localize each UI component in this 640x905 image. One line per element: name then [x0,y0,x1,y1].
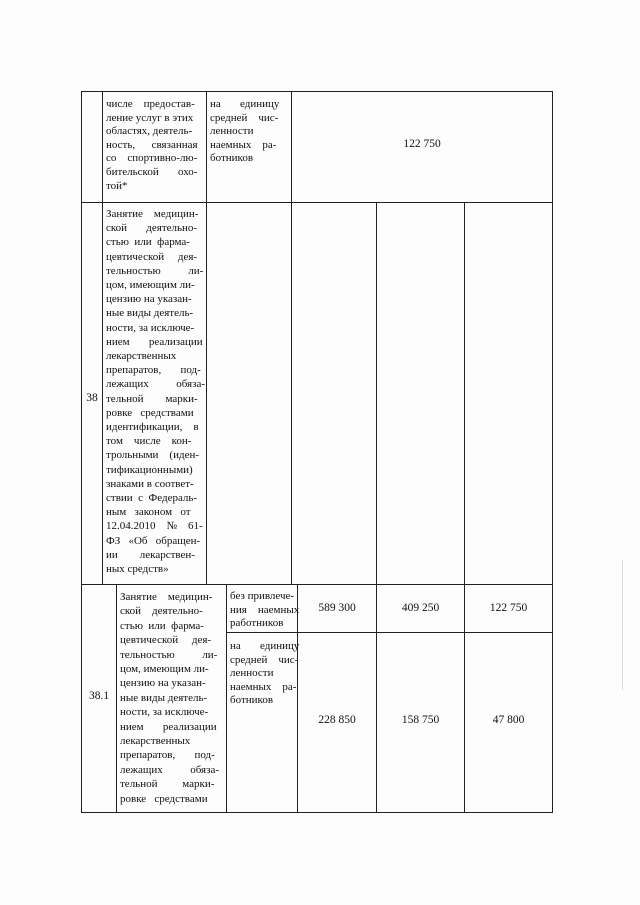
row-top-unit-line: ботников [210,152,254,165]
row-38-activity-line: тельностью ли- [106,264,204,277]
row-38-activity-line: 12.04.2010 № 61- [106,520,203,533]
row-38-activity-line: трольными (иден- [106,449,200,462]
row-38-1-activity-line: нием реализации [120,720,217,733]
row-top-unit-line: на единицу [210,98,280,110]
row-38-activity-line: ской деятельно- [106,222,198,235]
row-38-1-sub-b-unit-line: наемных ра- [230,680,297,693]
col-divider-value-2-38-1 [464,584,465,813]
row-38-number: 38 [86,392,98,404]
row-top-activity-line: бительской охо- [106,166,198,178]
row-divider-38 [81,202,553,203]
row-38-activity-line: ФЗ «Об обращен- [106,534,201,547]
row-38-activity-line: тификационными) [106,463,193,476]
row-38-1-activity-line: тельной марки- [120,778,215,791]
table-bottom-border [81,812,553,813]
row-38-1-activity-line: ности, за исключе- [120,706,209,719]
row-38-1-activity-line: цензию на указан- [120,677,206,690]
row-top-activity-line: той* [106,179,128,192]
row-38-activity-line: стью или фарма- [106,236,190,249]
row-38-1-sub-b-unit-line: средней чис- [230,653,299,666]
col-divider-number [102,91,103,584]
row-38-1-sub-b-unit-line: ботников [230,694,274,707]
row-38-1-sub-a-value-1: 589 300 [318,602,356,614]
row-38-1-activity-line: ные виды деятель- [120,691,208,704]
col-divider-unit-38-1 [297,584,298,813]
row-top-activity-line: областях, деятель- [106,125,193,138]
row-38-activity-line: ствии с Федераль- [106,492,198,504]
row-38-1-activity-line: ровке средствами [120,792,208,805]
table-left-border [81,91,82,813]
row-38-activity-line: нием реализации [106,335,203,348]
row-38-activity-line: препаратов, под- [106,364,201,377]
row-38-1-sub-a-value-3: 122 750 [489,602,528,614]
col-divider-value-1-38-1 [376,584,377,813]
row-38-activity-line: ровке средствами [106,406,194,419]
row-top-activity-line: со спортивно-лю- [106,152,198,165]
row-38-1-activity-line: лежащих обяза- [120,763,219,776]
col-divider-activity-38-1 [226,584,227,813]
row-38-1-sub-a-unit-line: ния наемных [230,603,300,616]
table-right-border [552,91,553,813]
row-38-1-activity-line: лекарственных [120,735,191,747]
row-divider-38-1 [81,584,553,585]
row-38-1-activity-line: цом, имеющим ли- [120,663,209,675]
row-38-activity-line: лежащих обяза- [106,378,205,391]
row-38-activity-line: цом, имеющим ли- [106,279,195,291]
row-38-1-sub-a-unit-line: работников [230,617,284,630]
row-38-activity-line: лекарственных [106,350,177,362]
table-top-border [81,91,553,92]
row-38-1-sub-a-value-2: 409 250 [401,602,440,614]
row-38-activity-line: ности, за исключе- [106,321,195,334]
row-38-1-sub-b-value-1: 228 850 [318,714,356,726]
row-38-activity-line: цевтической дея- [106,250,198,263]
row-38-1-activity-line: тельностью ли- [120,648,218,661]
row-38-1-activity-line: Занятие медицин- [120,591,213,603]
row-38-1-activity-line: ской деятельно- [120,605,203,618]
row-38-1-sub-a-unit-line: без привлече- [230,590,295,602]
col-divider-value-2 [464,202,465,584]
row-38-activity-line: ные виды деятель- [106,307,194,320]
row-38-activity-line: цензию на указан- [106,293,192,306]
col-divider-activity [206,91,207,584]
row-top-activity-line: ность, связанная [106,138,198,151]
row-top-activity-line: числе предостав- [106,98,195,110]
row-38-activity-line: том числе кон- [106,435,192,448]
row-38-activity-line: знаками в соответ- [106,477,194,490]
subrow-divider [226,632,553,633]
row-top-value: 122 750 [403,138,441,150]
row-38-activity-line: ным законом от [106,506,191,519]
row-38-1-sub-b-unit-line: ленности [230,667,274,680]
row-38-1-activity-line: цевтической дея- [120,634,212,647]
row-38-activity-line: тельной марки- [106,392,198,405]
row-38-1-number: 38.1 [88,690,110,702]
row-38-activity-line: Занятие медицин- [106,208,199,220]
row-top-unit-line: ленности [210,125,254,138]
row-38-activity-line: ии лекарствен- [106,548,195,561]
row-38-activity-line: идентификации, в [106,421,199,433]
row-38-1-sub-b-value-2: 158 750 [401,714,440,726]
col-divider-number-38-1 [116,584,117,813]
row-top-unit-line: средней чис- [210,111,279,124]
col-divider-unit [291,91,292,584]
row-top-activity-line: ление услуг в этих [106,111,194,124]
row-38-activity-line: ных средств» [106,563,169,575]
row-38-1-activity-line: препаратов, под- [120,749,215,762]
row-38-1-sub-b-unit-line: на единицу [230,640,300,652]
row-38-1-sub-b-value-3: 47 800 [492,714,525,726]
row-top-unit-line: наемных ра- [210,138,277,151]
col-divider-value-1 [376,202,377,584]
scan-edge-mark [622,560,623,690]
row-38-1-activity-line: стью или фарма- [120,619,204,632]
